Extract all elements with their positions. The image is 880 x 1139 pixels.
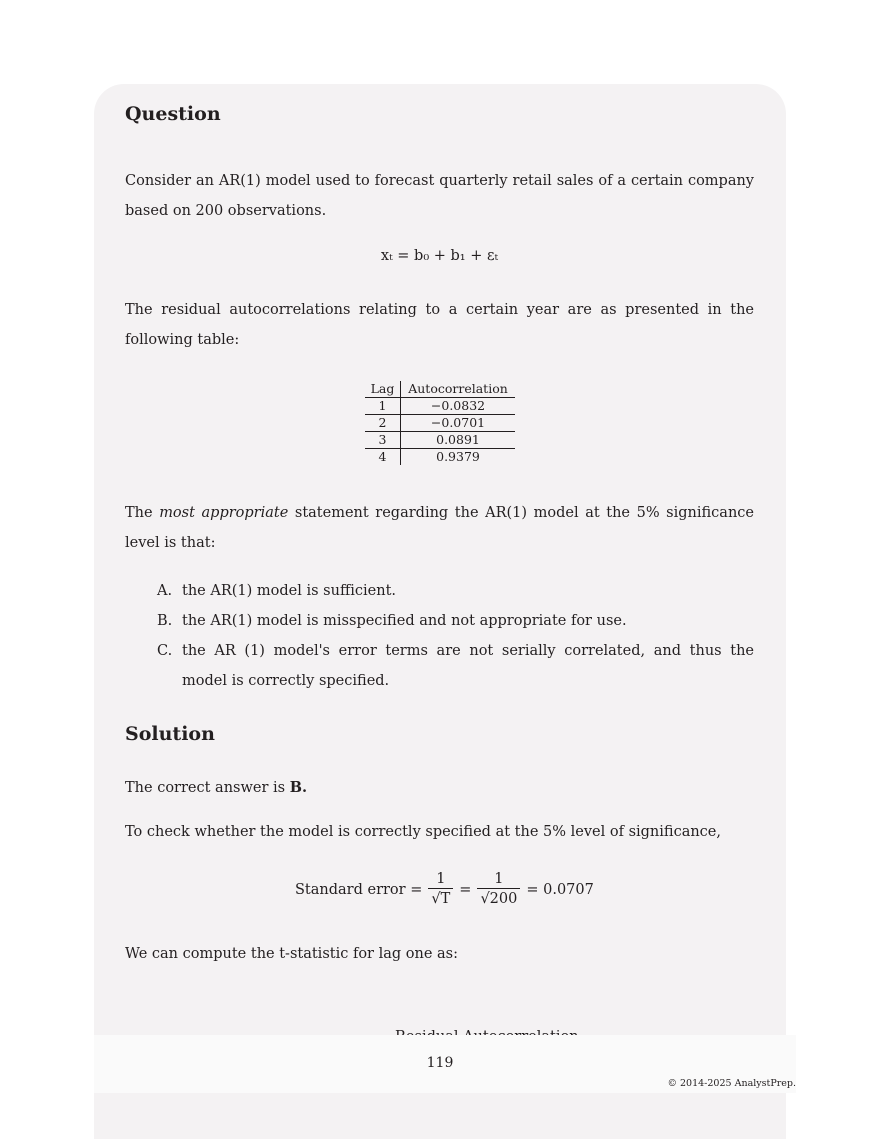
equals-sign: = — [459, 881, 472, 898]
fraction-one-over-root-t — [428, 870, 453, 909]
table-row — [365, 432, 515, 449]
table-header-row — [365, 381, 515, 398]
answer-prefix: The correct answer is — [125, 780, 290, 796]
lag-cell: 1 — [365, 398, 401, 415]
page-number: 119 — [426, 1055, 454, 1071]
question-intro: Consider an AR(1) model used to forecast quarterly retail sales of a certain company based on 200 observations. — [125, 173, 754, 219]
tstat-text: We can compute the t-statistic for lag one as: — [125, 946, 458, 962]
table-row — [365, 398, 515, 415]
option-letter: A. — [157, 583, 173, 599]
prompt-after: statement regarding the AR(1) model at the 5% significance level is that: — [125, 505, 754, 551]
fraction-numerator: 1 — [436, 871, 446, 887]
lag-cell: 2 — [365, 415, 401, 432]
autocorrelation-cell: 0.9379 — [436, 449, 480, 464]
autocorrelation-cell: −0.0701 — [401, 415, 516, 432]
se-label: Standard error = — [295, 881, 423, 898]
table-row — [365, 449, 515, 466]
page-footer — [94, 1035, 796, 1093]
se-result: = 0.0707 — [526, 881, 594, 898]
option-c — [157, 636, 754, 696]
check-text: To check whether the model is correctly specified at the 5% level of significance, — [125, 824, 721, 840]
autocorrelation-header: Autocorrelation — [401, 381, 516, 398]
fraction-denominator: √T — [428, 888, 453, 909]
option-text: the AR(1) model is misspecified and not appropriate for use. — [182, 613, 627, 629]
copyright: © 2014-2025 AnalystPrep. — [667, 1078, 796, 1089]
standard-error-formula — [295, 870, 594, 909]
table-intro: The residual autocorrelations relating to a certain year are as presented in the following table: — [125, 302, 754, 348]
option-b — [157, 606, 754, 636]
solution-heading: Solution — [125, 723, 215, 745]
fraction-denominator: √200 — [477, 888, 520, 909]
autocorrelation-cell: −0.0832 — [401, 398, 516, 415]
answer-options — [157, 576, 754, 696]
correct-answer — [125, 773, 754, 803]
option-text: the AR (1) model's error terms are not serially correlated, and thus the model is correctly specified. — [182, 643, 754, 689]
lag-cell: 4 — [365, 449, 401, 466]
option-letter: B. — [157, 613, 173, 629]
option-a — [157, 576, 754, 606]
option-text: the AR(1) model is sufficient. — [182, 583, 397, 599]
model-formula: xₜ = b₀ + b₁ + εₜ — [380, 248, 499, 264]
option-letter: C. — [157, 643, 173, 659]
table-row — [365, 415, 515, 432]
question-card — [94, 84, 786, 1139]
lag-header: Lag — [365, 381, 401, 398]
question-heading: Question — [125, 103, 221, 125]
prompt-before: The — [125, 505, 160, 521]
answer-letter: B. — [289, 779, 308, 796]
fraction-numerator: 1 — [494, 871, 504, 887]
question-prompt — [125, 498, 754, 558]
autocorrelation-cell: 0.0891 — [401, 432, 516, 449]
fraction-one-over-root-200 — [477, 870, 520, 909]
prompt-emphasis: most appropriate — [159, 505, 289, 521]
autocorrelation-table — [365, 381, 515, 465]
lag-cell: 3 — [365, 432, 401, 449]
